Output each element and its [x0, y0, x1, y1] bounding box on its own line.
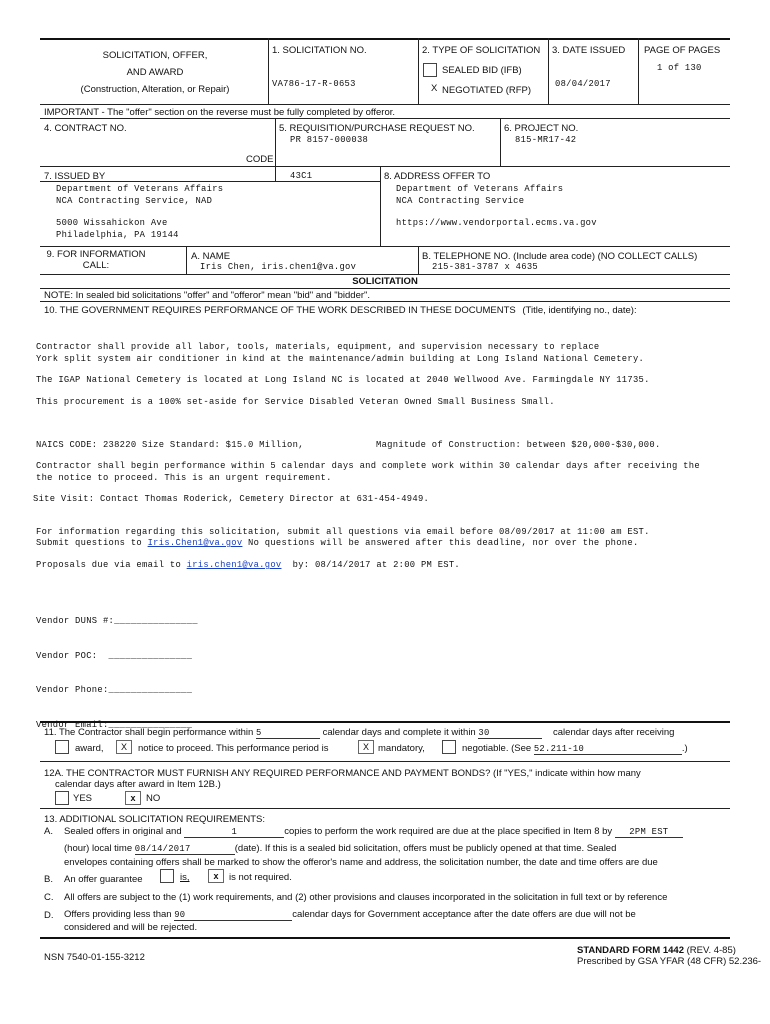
code-label: CODE: [246, 154, 274, 165]
item11-line1: [44, 727, 734, 739]
address-offer-url: https://www.vendorportal.ecms.va.gov: [396, 218, 597, 228]
award-checkbox[interactable]: [55, 740, 69, 754]
negotiated-checkbox[interactable]: X: [431, 83, 438, 94]
item13c-letter: C.: [44, 892, 54, 903]
item11-complete-days[interactable]: 30: [478, 728, 542, 739]
sealed-bid-checkbox[interactable]: [423, 63, 437, 77]
item13a-line2: [64, 843, 616, 855]
questions-deadline: For information regarding this solicitation, submit all questions via email before 08/09/2017 at 11:00 am EST.: [36, 527, 650, 537]
sealed-bid-label: SEALED BID (IFB): [442, 65, 522, 76]
for-information-line2: CALL:: [82, 260, 110, 271]
date-issued-label: 3. DATE ISSUED: [552, 45, 626, 56]
issued-by-address: [56, 184, 223, 241]
project-no-label: 6. PROJECT NO.: [504, 123, 579, 134]
vendor-email-field[interactable]: Vendor Email:_______________: [36, 719, 193, 730]
address-offer-line1: Department of Veterans Affairs: [396, 184, 564, 194]
requisition-value: PR 8157-000038: [290, 135, 369, 145]
standard-form-revision: (REV. 4-85): [686, 945, 736, 956]
bonds-no-label: NO: [146, 793, 161, 804]
item12a-label-line2: calendar days after award in Item 12B.): [55, 779, 221, 790]
guarantee-not-label: is not required.: [229, 872, 292, 883]
mandatory-label: mandatory,: [378, 743, 425, 754]
form-title: [40, 47, 270, 98]
for-information-line1: 9. FOR INFORMATION: [46, 249, 146, 260]
negotiable-clause: [462, 743, 688, 755]
bonds-yes-label: YES: [73, 793, 93, 804]
item13d-line2: considered and will be rejected.: [64, 922, 198, 933]
bonds-no-checkbox[interactable]: x: [125, 791, 141, 805]
negotiable-clause-value[interactable]: 52.211-10: [534, 744, 682, 755]
address-offer-label: 8. ADDRESS OFFER TO: [384, 171, 491, 182]
issued-by-code: 43C1: [290, 171, 313, 181]
bonds-yes-checkbox[interactable]: [55, 791, 69, 805]
item13d-letter: D.: [44, 910, 54, 921]
vendor-phone-field[interactable]: Vendor Phone:_______________: [36, 685, 193, 695]
proposals-due: [36, 560, 726, 572]
work-description-p3: This procurement is a 100% set-aside for Service Disabled Veteran Owned Small Business Small.: [36, 397, 555, 407]
item13d-text1: Offers providing less than: [64, 909, 172, 920]
form-title-line1: SOLICITATION, OFFER,: [102, 50, 208, 61]
guarantee-not-checkbox[interactable]: x: [208, 869, 224, 883]
guarantee-is-checkbox[interactable]: [160, 869, 174, 883]
negotiable-checkbox[interactable]: [442, 740, 456, 754]
item13a-letter: A.: [44, 826, 53, 837]
acceptance-days-field[interactable]: 90: [174, 910, 292, 921]
item13a-line3: envelopes containing offers shall be marked to show the offeror's name and address, the solicitation number, the date and time offers are due: [64, 857, 658, 868]
standard-form-label: [577, 945, 736, 956]
type-of-solicitation-label: 2. TYPE OF SOLICITATION: [422, 45, 541, 56]
item13d-line1: [64, 909, 636, 921]
page-of-pages-label: PAGE OF PAGES: [644, 45, 721, 56]
due-time-field[interactable]: 2PM EST: [615, 827, 683, 838]
item10-text: 10. THE GOVERNMENT REQUIRES PERFORMANCE OF THE WORK DESCRIBED IN THESE DOCUMENTS: [44, 305, 516, 316]
performance-schedule: Contractor shall begin performance within 5 calendar days and complete work within 30 calendar days after receiving the the notice to proceed. This is an urgent requirement.: [36, 461, 700, 483]
address-offer-block: [396, 184, 597, 230]
proposals-email-link[interactable]: iris.chen1@va.gov: [186, 560, 282, 570]
solicitation-no-value: VA786-17-R-0653: [272, 79, 356, 89]
solicitation-no-label: 1. SOLICITATION NO.: [272, 45, 367, 56]
nsn-number: NSN 7540-01-155-3212: [44, 952, 145, 963]
site-visit: Site Visit: Contact Thomas Roderick, Cemetery Director at 631-454-4949.: [33, 494, 430, 504]
guarantee-is-label: is,: [180, 872, 190, 883]
form-title-line2: AND AWARD: [126, 67, 184, 78]
naics-code: NAICS CODE: 238220 Size Standard: $15.0 Million,: [36, 440, 304, 450]
telephone-value: 215-381-3787 x 4635: [432, 262, 539, 272]
issued-by-line1: Department of Veterans Affairs: [56, 184, 224, 194]
item11-text3: calendar days after receiving: [553, 727, 675, 738]
sealed-bid-note: NOTE: In sealed bid solicitations "offer" and "offeror" mean "bid" and "bidder".: [44, 290, 371, 301]
item10-label: [44, 305, 637, 316]
item13b-letter: B.: [44, 874, 53, 885]
item13-heading: 13. ADDITIONAL SOLICITATION REQUIREMENTS:: [44, 814, 266, 825]
solicitation-heading: SOLICITATION: [352, 276, 418, 287]
contract-no-label: 4. CONTRACT NO.: [44, 123, 127, 134]
page-of-pages-value: 1 of 130: [657, 63, 702, 73]
item13a-line1: [64, 826, 683, 838]
item13c-text: All offers are subject to the (1) work requirements, and (2) other provisions and clauses incorporated in the solicitation in full text or by reference: [64, 892, 668, 903]
form-title-line3: (Construction, Alteration, or Repair): [80, 84, 230, 95]
submit-questions-email-link[interactable]: Iris.Chen1@va.gov: [147, 538, 243, 548]
issued-by-line2: NCA Contracting Service, NAD: [56, 195, 213, 206]
award-label: award,: [75, 743, 104, 754]
mandatory-checkbox[interactable]: X: [358, 740, 374, 754]
copies-field[interactable]: 1: [184, 827, 284, 838]
requisition-label: 5. REQUISITION/PURCHASE REQUEST NO.: [279, 123, 475, 134]
magnitude-of-construction: Magnitude of Construction: between $20,000-$30,000.: [376, 440, 661, 450]
contact-name-value: Iris Chen, iris.chen1@va.gov: [200, 262, 357, 272]
item11-text2: calendar days and complete it within: [322, 727, 476, 738]
contact-name-label: A. NAME: [191, 251, 231, 262]
vendor-duns-field[interactable]: Vendor DUNS #:_______________: [36, 616, 198, 626]
work-description-p2: The IGAP National Cemetery is located at Long Island NC is located at 2040 Wellwood Ave. Farmingdale NY 11735.: [36, 375, 650, 385]
item13a-line2-text: (date). If this is a sealed bid solicitation, offers must be publicly opened at that time. Sealed: [234, 843, 617, 854]
negotiable-label: negotiable. (See: [462, 743, 532, 754]
proposals-due-pre: Proposals due via email to: [36, 560, 187, 570]
telephone-label: B. TELEPHONE NO. (Include area code) (NO COLLECT CALLS): [422, 251, 698, 262]
standard-form-number: STANDARD FORM 1442: [577, 945, 684, 956]
date-issued-value: 08/04/2017: [555, 79, 611, 89]
negotiable-clause-end: .): [681, 743, 688, 754]
item13b-text: An offer guarantee: [64, 874, 143, 885]
submit-questions-post: No questions will be answered after this deadline, nor over the phone.: [242, 538, 639, 548]
address-offer-line2: NCA Contracting Service: [396, 195, 525, 206]
item10-suffix: (Title, identifying no., date):: [522, 305, 637, 316]
item11-begin-days[interactable]: 5: [256, 728, 320, 739]
notice-to-proceed-checkbox[interactable]: X: [116, 740, 132, 754]
submit-questions: [36, 538, 726, 550]
item13a-text1: Sealed offers in original and: [64, 826, 182, 837]
submit-questions-pre: Submit questions to: [36, 538, 148, 548]
proposals-due-post: by: 08/14/2017 at 2:00 PM EST.: [281, 560, 461, 570]
issued-by-label: 7. ISSUED BY: [44, 171, 106, 182]
item13a-text2: copies to perform the work required are due at the place specified in Item 8 by: [284, 826, 613, 837]
prescribed-by: Prescribed by GSA YFAR (48 CFR) 52.236-: [577, 956, 762, 967]
work-description-p1: Contractor shall provide all labor, tools, materials, equipment, and supervision necessary to replace York split system air conditioner in kind at the maintenance/admin building at Long Island National Cemetery.: [36, 342, 645, 364]
negotiated-label: NEGOTIATED (RFP): [442, 85, 532, 96]
vendor-poc-field[interactable]: Vendor POC: _______________: [36, 650, 193, 661]
item13a-hour-label: (hour) local time: [64, 843, 133, 854]
for-information-label: [40, 249, 152, 271]
issued-by-line4: Philadelphia, PA 19144: [56, 229, 179, 240]
item12a-label: 12A. THE CONTRACTOR MUST FURNISH ANY REQUIRED PERFORMANCE AND PAYMENT BONDS? (If "YES," indicate within how many: [44, 768, 641, 779]
due-date-field[interactable]: 08/14/2017: [135, 844, 235, 855]
item11-text1: 11. The Contractor shall begin performance within: [44, 727, 254, 738]
notice-to-proceed-label: notice to proceed. This performance period is: [138, 743, 329, 754]
item13d-text2: calendar days for Government acceptance after the date offers are due will not be: [292, 909, 636, 920]
project-no-value: 815-MR17-42: [515, 135, 577, 145]
important-note: IMPORTANT - The "offer" section on the reverse must be fully completed by offeror.: [44, 107, 396, 118]
issued-by-line3: 5000 Wissahickon Ave: [56, 218, 168, 228]
